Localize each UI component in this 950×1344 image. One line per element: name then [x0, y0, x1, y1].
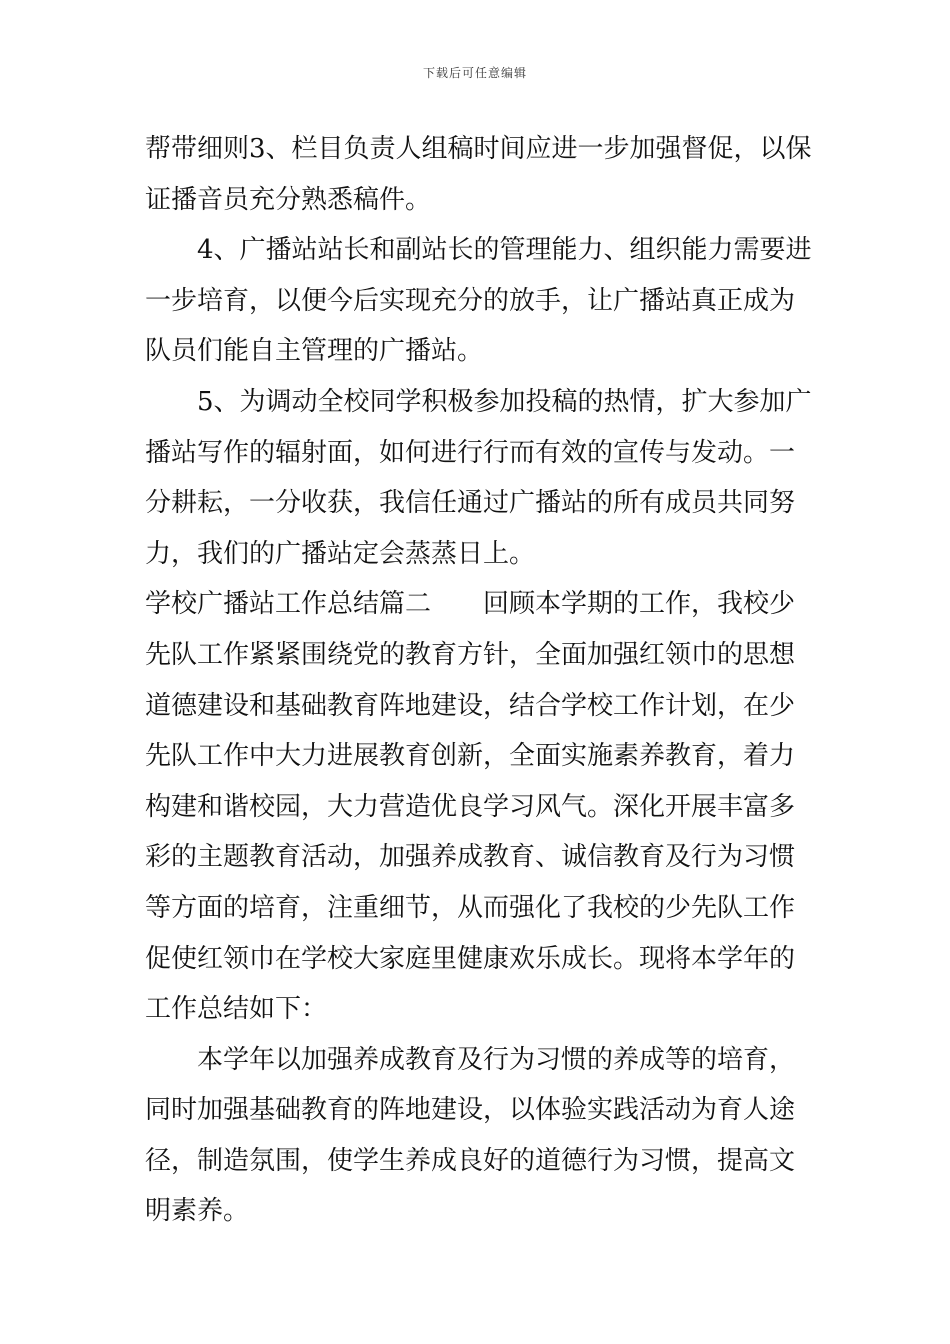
- text-line: 促使红领巾在学校大家庭里健康欢乐成长。现将本学年的: [145, 943, 796, 974]
- text-line: 彩的主题教育活动，加强养成教育、诚信教育及行为习惯: [145, 842, 796, 873]
- text-line: 分耕耘，一分收获，我信任通过广播站的所有成员共同努: [145, 488, 796, 519]
- text-line: 证播音员充分熟悉稿件。: [145, 184, 432, 215]
- text-line: 工作总结如下：: [145, 994, 328, 1025]
- section-heading-line: 学校广播站工作总结篇二 回顾本学期的工作，我校少: [145, 589, 796, 620]
- text-line: 先队工作中大力进展教育创新，全面实施素养教育，着力: [145, 741, 796, 772]
- text-line: 先队工作紧紧围绕党的教育方针，全面加强红领巾的思想: [145, 639, 796, 670]
- text-line: 明素养。: [145, 1196, 250, 1227]
- text-line: 径，制造氛围，使学生养成良好的道德行为习惯，提高文: [145, 1145, 796, 1176]
- text-line: 同时加强基础教育的阵地建设，以体验实践活动为育人途: [145, 1095, 796, 1126]
- text-line: 一步培育，以便今后实现充分的放手，让广播站真正成为: [145, 285, 796, 316]
- text-line: 5、为调动全校同学积极参加投稿的热情，扩大参加广: [197, 386, 812, 417]
- document-body: [145, 124, 810, 1237]
- text-line: 4、广播站站长和副站长的管理能力、组织能力需要进: [197, 235, 812, 266]
- text-line: 播站写作的辐射面，如何进行行而有效的宣传与发动。一: [145, 437, 796, 468]
- text-line: 构建和谐校园，大力营造优良学习风气。深化开展丰富多: [145, 791, 796, 822]
- header-note: 下载后可任意编辑: [422, 66, 527, 80]
- text-line: 道德建设和基础教育阵地建设，结合学校工作计划，在少: [145, 690, 796, 721]
- text-line: 队员们能自主管理的广播站。: [145, 336, 484, 367]
- text-line: 本学年以加强养成教育及行为习惯的养成等的培育，: [197, 1044, 796, 1075]
- text-line: 帮带细则3、栏目负责人组稿时间应进一步加强督促，以保: [145, 134, 812, 164]
- text-line: 等方面的培育，注重细节，从而强化了我校的少先队工作: [145, 892, 796, 923]
- text-line: 力，我们的广播站定会蒸蒸日上。: [145, 538, 536, 569]
